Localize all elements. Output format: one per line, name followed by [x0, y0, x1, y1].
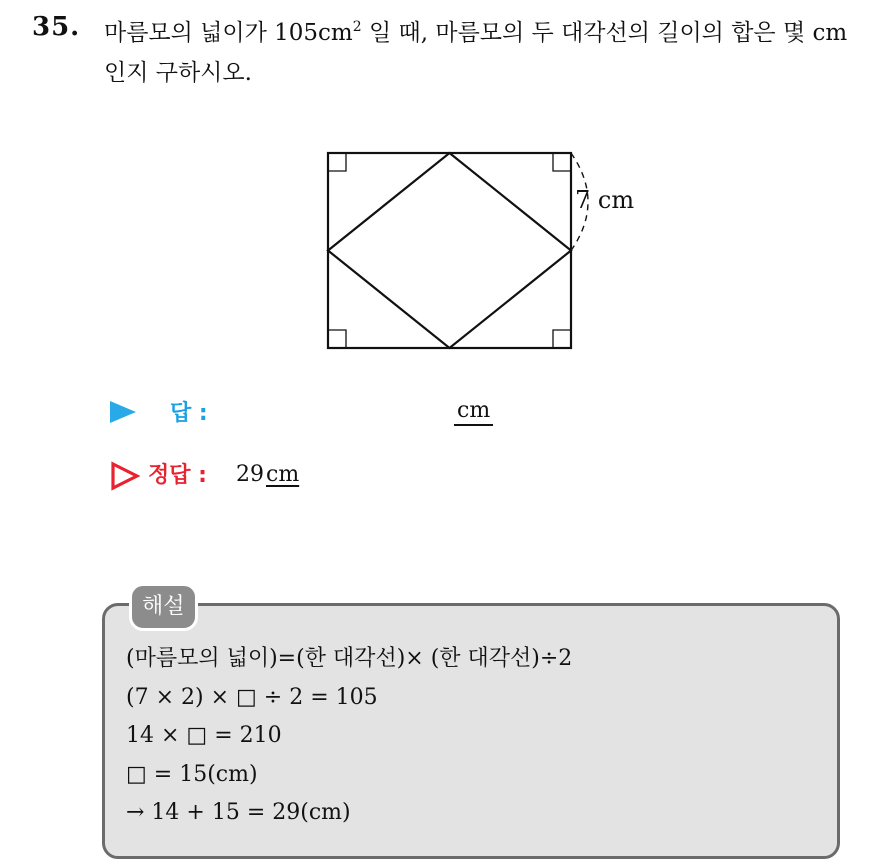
- solution-line: □ = 15(cm): [126, 761, 258, 787]
- right-angle-mark-bottom-left: [328, 330, 346, 348]
- correct-answer-number: 29: [236, 462, 264, 487]
- solution-tag: 해설: [129, 583, 198, 631]
- correct-answer-unit: cm: [266, 462, 300, 487]
- question-text: [104, 13, 874, 93]
- rhombus: [328, 153, 571, 348]
- play-icon: [110, 401, 136, 423]
- answer-label: 답 :: [170, 401, 208, 426]
- right-angle-mark-top-left: [328, 153, 346, 171]
- correct-answer-value: [236, 462, 299, 487]
- answer-blank-unit: cm: [454, 398, 493, 426]
- side-length-label: 7 cm: [575, 186, 635, 214]
- outer-rectangle: [328, 153, 571, 348]
- rhombus-figure: [300, 140, 660, 362]
- correct-answer-label: 정답 :: [148, 463, 207, 488]
- outline-play-icon: [110, 461, 140, 491]
- question-text-part2: 일 때, 마름모의 두 대각선의 길이의 합은 몇 cm 인지 구하시오.: [104, 20, 848, 86]
- solution-line: 14 × □ = 210: [126, 723, 282, 748]
- question-text-superscript: 2: [352, 19, 362, 35]
- right-angle-mark-bottom-right: [553, 330, 571, 348]
- solution-line: (마름모의 넓이)=(한 대각선)× (한 대각선)÷2: [126, 646, 573, 671]
- question-text-part1: 마름모의 넓이가 105cm: [104, 20, 353, 46]
- solution-line: → 14 + 15 = 29(cm): [126, 800, 351, 825]
- question-number: 35.: [32, 12, 81, 42]
- right-angle-mark-top-right: [553, 153, 571, 171]
- solution-line: (7 × 2) × □ ÷ 2 = 105: [126, 684, 378, 710]
- solution-lines: [126, 640, 572, 833]
